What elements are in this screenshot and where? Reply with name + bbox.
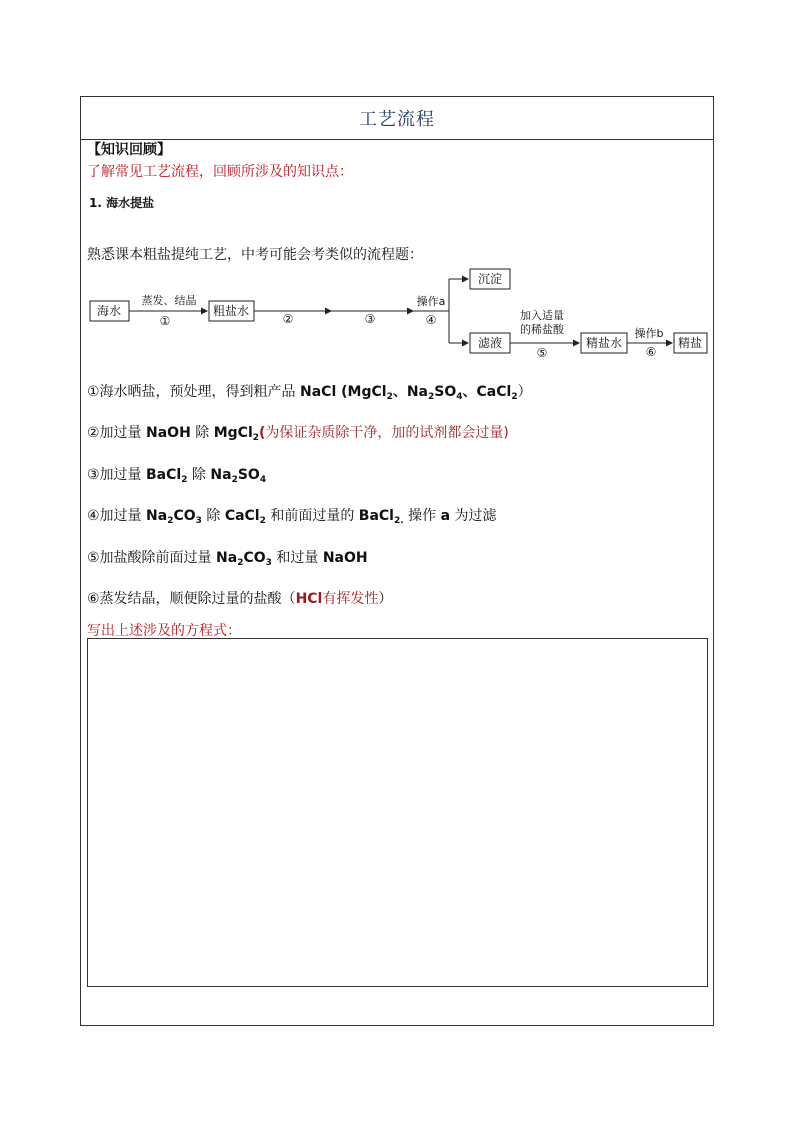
section-heading: 1. 海水提盐 xyxy=(89,196,155,210)
label-add-acid-2: 的稀盐酸 xyxy=(520,323,564,336)
step-4-marker: ④ xyxy=(425,313,437,327)
step-1-marker: ① xyxy=(159,314,171,328)
label-operation-a: 操作a xyxy=(416,295,446,308)
review-heading: 【知识回顾】 xyxy=(87,142,171,158)
answer-box[interactable] xyxy=(87,638,708,987)
label-operation-b: 操作b xyxy=(634,327,664,340)
salt-flow-diagram xyxy=(87,267,711,367)
step-5-marker: ⑤ xyxy=(536,346,548,360)
label-evaporation: 蒸发、结晶 xyxy=(141,294,197,307)
step-4-text: ④加过量 $Na_2CO_3$ 除 CaCl$_2$ 和前面过量的 BaCl$_{2.}$ 操作 a 为过滤 xyxy=(87,508,497,526)
step-2-text: ②加过量 NaOH 除 MgCl$_2$(为保证杂质除干净，加的试剂都会过量) xyxy=(87,425,509,443)
label-pure-salt: 精盐 xyxy=(677,336,703,350)
step-3-text: ③加过量 BaCl$_2$ 除 $Na_2SO_4$ xyxy=(87,467,267,485)
step-6-marker: ⑥ xyxy=(645,345,657,359)
label-filtrate: 滤液 xyxy=(477,336,503,350)
label-crude-brine: 粗盐水 xyxy=(212,304,250,318)
page-title: 工艺流程 xyxy=(359,109,435,130)
intro-text: 了解常见工艺流程，回顾所涉及的知识点： xyxy=(87,164,353,180)
write-prompt: 写出上述涉及的方程式： xyxy=(87,623,241,639)
step-6-text: ⑥蒸发结晶，顺便除过量的盐酸（HCl有挥发性） xyxy=(87,591,393,607)
label-seawater: 海水 xyxy=(96,304,122,318)
step-5-text: ⑤加盐酸除前面过量 $Na_2CO_3$ 和过量 NaOH xyxy=(87,550,368,568)
label-pure-brine: 精盐水 xyxy=(585,336,623,350)
label-precipitate: 沉淀 xyxy=(477,272,503,286)
label-add-acid-1: 加入适量 xyxy=(520,309,564,322)
step-1-text: ①海水晒盐，预处理，得到粗产品 NaCl (MgCl$_2$、$Na_2SO_4$、CaCl$_2$） xyxy=(87,384,532,402)
lead-text: 熟悉课本粗盐提纯工艺，中考可能会考类似的流程题： xyxy=(87,247,423,263)
title-row xyxy=(81,97,713,140)
step-3-marker: ③ xyxy=(364,312,376,326)
worksheet-frame xyxy=(80,96,714,1026)
step-2-marker: ② xyxy=(282,312,294,326)
